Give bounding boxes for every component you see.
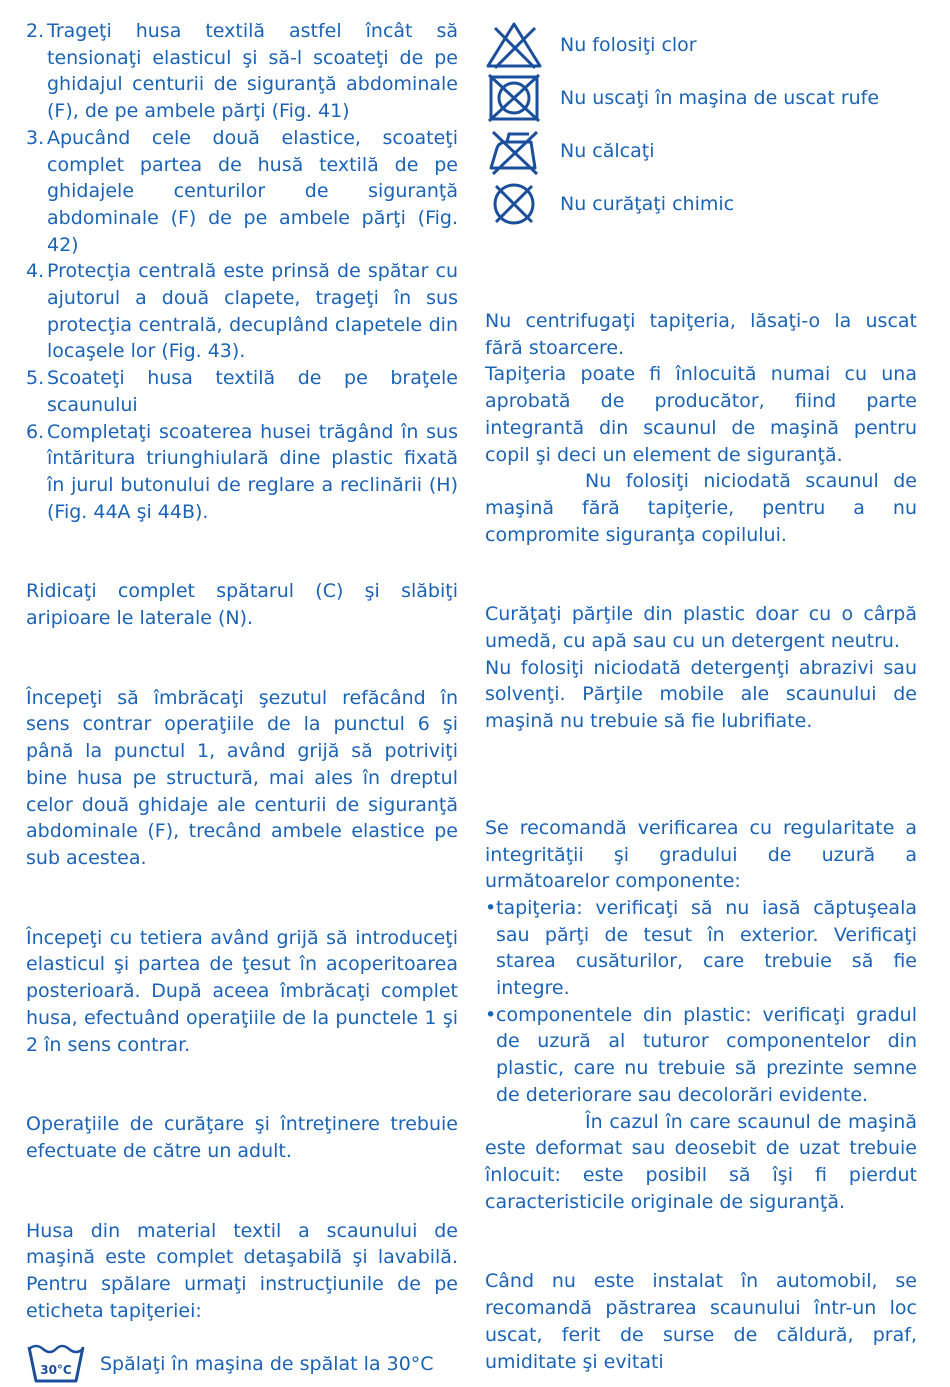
step-item (26, 125, 458, 259)
adult-paragraph: Operaţiile de curăţare şi întreţinere trebuie efectuate de către un adult. (26, 1113, 458, 1162)
care-row-no-bleach (485, 18, 917, 71)
no-iron-icon (485, 126, 543, 176)
spin-paragraph: Nu centrifugaţi tapiţeria, lăsaţi-o la uscat fără stoarcere. (485, 310, 917, 359)
check-paragraph: Se recomandă verificarea cu regularitate a integrităţii şi gradului de uzură a următoarelor componente: (485, 816, 917, 893)
seat-cover-paragraph: Începeţi să îmbrăcaţi şezutul refăcând în sens contrar operaţiile de la punctul 6 şi până la punctul 1, având grijă să potriviţi bine husa pe structură, mai ales în dreptul celor două ghidaje ale centurii de siguranţă abdominale (F), trecând ambele elastice pe sub acestea. (26, 686, 458, 869)
plastic-cleaning-paragraph: Curăţaţi părţile din plastic doar cu o cârpă umedă, cu apă sau cu un detergent neutru. (485, 603, 917, 653)
list-item: • componentele din plastic: verificaţi gradul de uzură al tuturor componentelor din plastic, care nu trebuie să prezinte semne de deteriorare sau decolorări evidente. (485, 1002, 917, 1109)
wash-label: Spălaţi în maşina de spălat la 30°C (100, 1353, 434, 1376)
care-symbols (485, 18, 917, 230)
care-label: Nu folosiţi clor (560, 33, 697, 56)
step-number: 6. (26, 420, 45, 443)
replace-paragraph: Tapiţeria poate fi înlocuită numai cu una aprobată de producător, fiind parte integrantă din scaunul de maşină pentru copil şi deci un element de siguranţă. (485, 363, 917, 466)
right-column (485, 18, 917, 1375)
wash-instruction (26, 1341, 458, 1387)
never-without-cover-paragraph: Nu folosiţi niciodată scaunul de maşină fără tapiţerie, pentru a nu compromite siguranţa copilului. (485, 470, 917, 546)
step-item (26, 18, 458, 125)
step-number: 2. (26, 20, 45, 42)
no-bleach-icon (485, 20, 543, 70)
headrest-paragraph: Începeţi cu tetiera având grijă să introduceţi elasticul şi partea de ţesut în acoperitoarea posterioară. După aceea îmbrăcaţi complet husa, efectuând operaţiile de la punctele 1 şi 2 în sens contrar. (26, 926, 458, 1056)
care-label: Nu curăţaţi chimic (560, 192, 735, 215)
removal-steps-list (26, 18, 458, 525)
storage-paragraph: Când nu este instalat în automobil, se recomandă păstrarea scaunului într-un loc uscat, ferit de surse de căldură, praf, umiditate şi evitati (485, 1270, 917, 1373)
check-list (485, 895, 917, 1109)
left-column (26, 18, 458, 1387)
wash-30c-icon (26, 1341, 86, 1387)
step-text: Trageţi husa textilă astfel încât să tensionaţi elasticul şi să-l scoateţi de pe ghidajul centurii de siguranţă abdominale (F), de pe ambele părţi (Fig. 41) (47, 20, 458, 123)
no-abrasive-paragraph: Nu folosiţi niciodată detergenţi abrazivi sau solvenţi. Părţile mobile ale scaunului de maşină nu trebuie să fie lubrifiate. (485, 656, 917, 733)
step-text: Scoateţi husa textilă de pe braţele scaunului (47, 367, 458, 416)
washable-paragraph: Husa din material textil a scaunului de maşină este complet detaşabilă şi lavabilă. Pentru spălare urmaţi instrucţiunile de pe eticheta tapiţeriei: (26, 1219, 458, 1322)
step-text: Protecţia centrală este prinsă de spătar cu ajutorul a două clapete, trageţi în sus protecţia centrală, decuplând clapetele din locaşele lor (Fig. 43). (47, 260, 458, 363)
care-row-no-tumble-dry (485, 71, 917, 124)
step-item (26, 258, 458, 365)
backrest-paragraph: Ridicaţi complet spătarul (C) şi slăbiţi aripioare le laterale (N). (26, 580, 458, 630)
care-row-no-iron (485, 124, 917, 177)
care-label: Nu uscaţi în maşina de uscat rufe (560, 86, 880, 109)
step-text: Completaţi scoaterea husei trăgând în sus întăritura triunghiulară dine plastic fixată în jurul butonului de reglare a reclinării (H) (Fig. 44A şi 44B). (47, 420, 458, 523)
care-label: Nu călcaţi (560, 139, 655, 162)
step-number: 4. (26, 260, 45, 283)
no-dry-clean-icon (485, 179, 543, 229)
step-number: 3. (26, 126, 45, 149)
step-item (26, 365, 458, 418)
step-text: Apucând cele două elastice, scoateţi complet partea de husă textilă de pe ghidajele centurilor de siguranţă abdominale (F) de pe ambele părţi (Fig. 42) (47, 126, 458, 256)
no-tumble-dry-icon (485, 73, 543, 123)
step-item (26, 419, 458, 526)
deformed-paragraph: În cazul în care scaunul de maşină este deformat sau deosebit de uzat trebuie înlocuit: este posibil să îşi fi pierdut caracteristicile originale de siguranţă. (485, 1110, 917, 1213)
care-row-no-dry-clean (485, 177, 917, 230)
step-number: 5. (26, 367, 45, 390)
wash-temp-label: 30°C (40, 1363, 72, 1378)
list-item: • tapiţeria: verificaţi să nu iasă căptuşeala sau părţi de tesut în exterior. Verificaţi starea cusăturilor, care trebuie să fie integre. (485, 895, 917, 1002)
